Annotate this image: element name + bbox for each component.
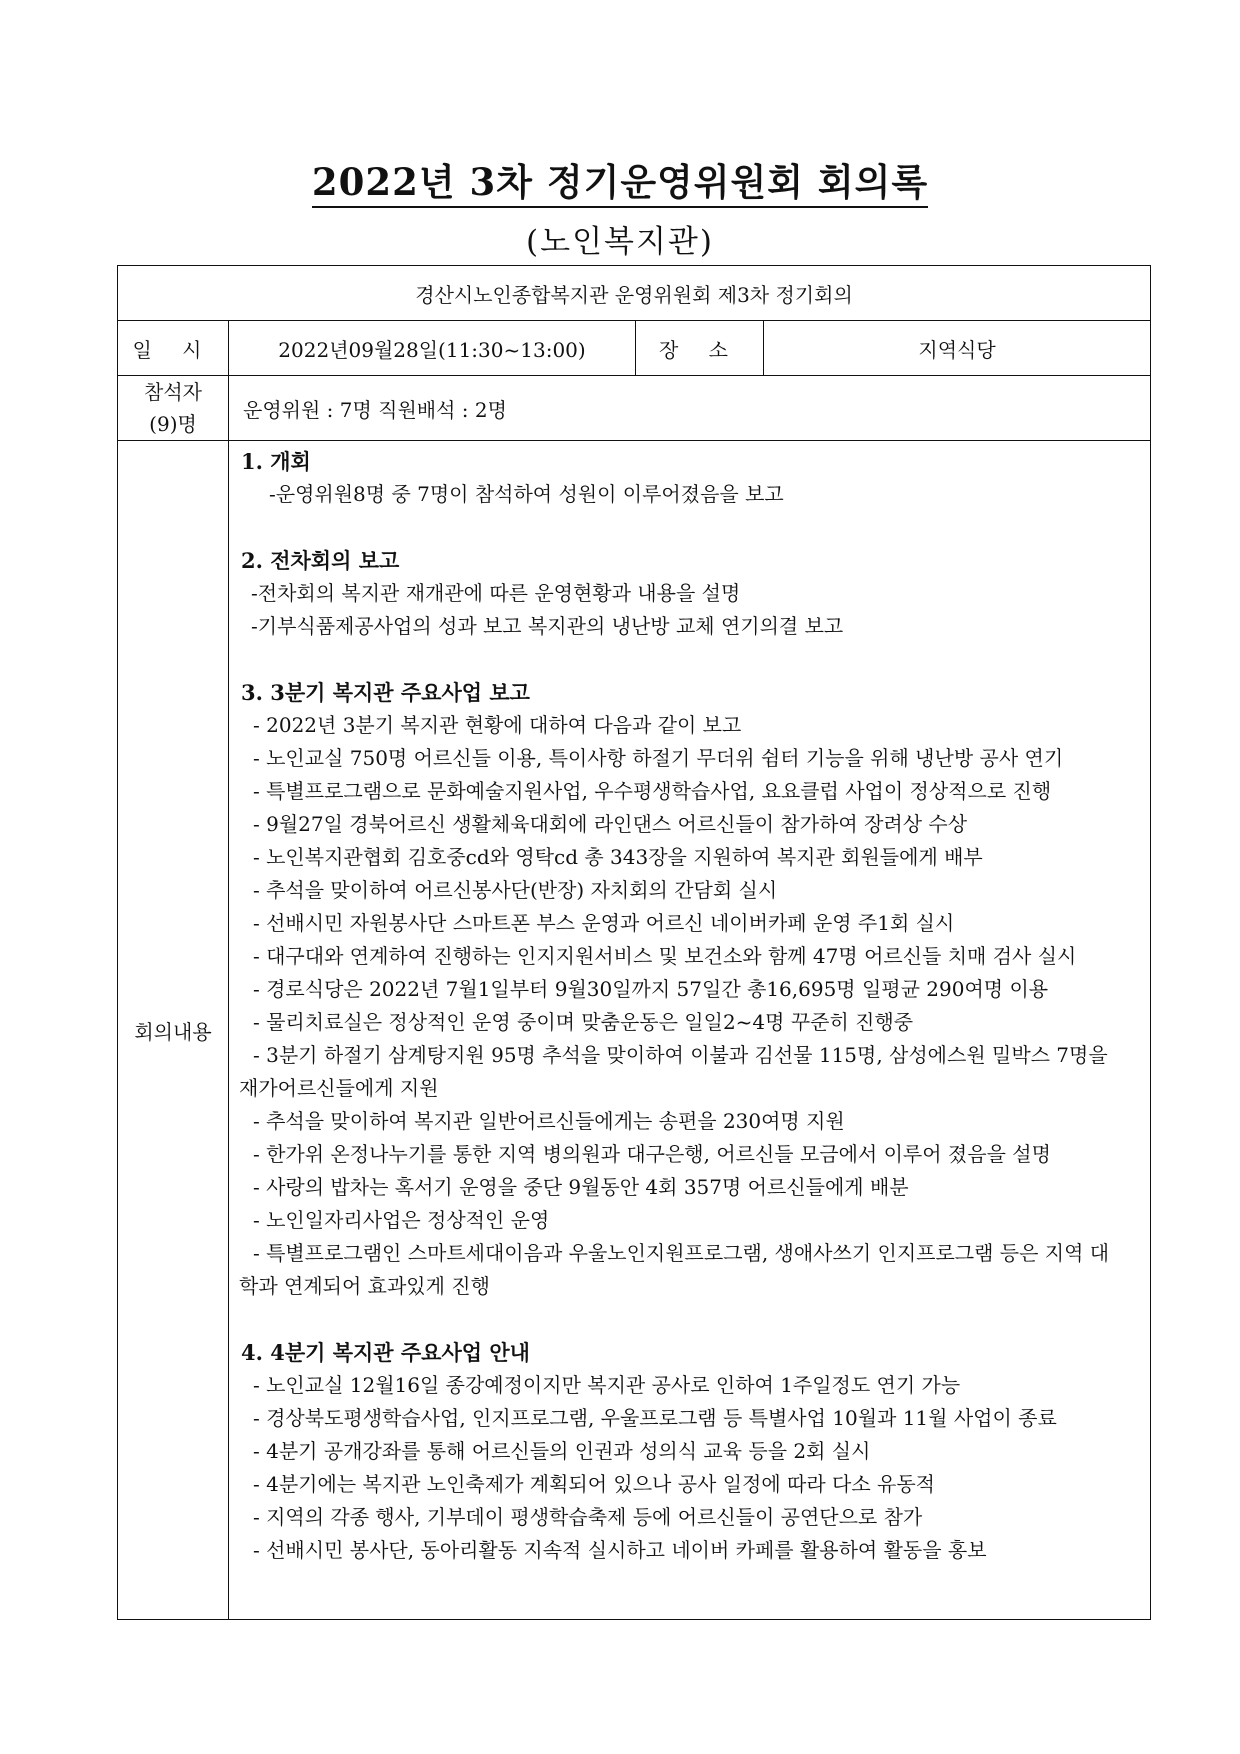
section-3-item: - 물리치료실은 정상적인 운영 중이며 맞춤운동은 일일2~4명 꾸준히 진행중 <box>253 1010 914 1034</box>
section-3-item: - 특별프로그램으로 문화예술지원사업, 우수평생학습사업, 요요클럽 사업이 정상적으로 진행 <box>253 779 1052 803</box>
section-3-item: - 노인일자리사업은 정상적인 운영 <box>253 1208 550 1232</box>
date-value: 2022년09월28일(11:30~13:00) <box>229 321 636 376</box>
section-3-item: - 경로식당은 2022년 7월1일부터 9월30일까지 57일간 총16,695명 일평균 290여명 이용 <box>253 977 1049 1001</box>
section-4-item: - 노인교실 12월16일 종강예정이지만 복지관 공사로 인하여 1주일정도 연기 가능 <box>253 1373 961 1397</box>
attendees-label-line2: (9)명 <box>149 412 197 436</box>
section-3-item: - 9월27일 경북어르신 생활체육대회에 라인댄스 어르신들이 참가하여 장려상 수상 <box>253 812 968 836</box>
section-3-heading: 3. 3분기 복지관 주요사업 보고 <box>241 680 530 705</box>
section-3-item-wrap-start: - 특별프로그램인 스마트세대이음과 우울노인지원프로그램, 생애사쓰기 인지프로그램 등은 지역 대 <box>253 1241 1110 1265</box>
section-3-item: - 노인복지관협회 김호중cd와 영탁cd 총 343장을 지원하여 복지관 회원들에게 배부 <box>253 845 983 869</box>
section-4-item: - 4분기 공개강좌를 통해 어르신들의 인권과 성의식 교육 등을 2회 실시 <box>253 1439 871 1463</box>
meeting-content <box>229 441 1151 1620</box>
section-3-item: - 추석을 맞이하여 복지관 일반어르신들에게는 송편을 230여명 지원 <box>253 1109 845 1133</box>
section-3-item: - 2022년 3분기 복지관 현황에 대하여 다음과 같이 보고 <box>253 713 742 737</box>
section-2-heading: 2. 전차회의 보고 <box>241 548 400 573</box>
section-2-item: -전차회의 복지관 재개관에 따른 운영현황과 내용을 설명 <box>251 581 741 605</box>
section-3-item-wrap-end: 학과 연계되어 효과있게 진행 <box>239 1274 490 1298</box>
section-3-item: - 한가위 온정나누기를 통한 지역 병의원과 대구은행, 어르신들 모금에서 이루어 졌음을 설명 <box>253 1142 1051 1166</box>
minutes-table <box>117 265 1151 1620</box>
section-4-item: - 지역의 각종 행사, 기부데이 평생학습축제 등에 어르신들이 공연단으로 참가 <box>253 1505 923 1529</box>
section-4-item: - 4분기에는 복지관 노인축제가 계획되어 있으나 공사 일정에 따라 다소 유동적 <box>253 1472 935 1496</box>
section-4-item: - 경상북도평생학습사업, 인지프로그램, 우울프로그램 등 특별사업 10월과 11월 사업이 종료 <box>253 1406 1057 1430</box>
section-3-item-wrap-start: - 3분기 하절기 삼계탕지원 95명 추석을 맞이하여 이불과 김선물 115명, 삼성에스원 밀박스 7명을 <box>253 1043 1108 1067</box>
section-3-item: - 선배시민 자원봉사단 스마트폰 부스 운영과 어르신 네이버카페 운영 주1회 실시 <box>253 911 955 935</box>
date-label: 일 시 <box>118 321 229 376</box>
meeting-header: 경산시노인종합복지관 운영위원회 제3차 정기회의 <box>118 266 1151 321</box>
place-label: 장 소 <box>636 321 764 376</box>
section-4-heading: 4. 4분기 복지관 주요사업 안내 <box>241 1340 530 1365</box>
section-2-item: -기부식품제공사업의 성과 보고 복지관의 냉난방 교체 연기의결 보고 <box>251 614 844 638</box>
section-4-item: - 선배시민 봉사단, 동아리활동 지속적 실시하고 네이버 카페를 활용하여 활동을 홍보 <box>253 1538 987 1562</box>
section-3-item: - 대구대와 연계하여 진행하는 인지지원서비스 및 보건소와 함께 47명 어르신들 치매 검사 실시 <box>253 944 1077 968</box>
attendees-value: 운영위원 : 7명 직원배석 : 2명 <box>229 376 1151 441</box>
content-label: 회의내용 <box>118 441 229 1620</box>
attendees-label <box>118 376 229 441</box>
section-1-item: -운영위원8명 중 7명이 참석하여 성원이 이루어졌음을 보고 <box>269 482 784 506</box>
document-title: 2022년 3차 정기운영위원회 회의록 <box>0 152 1240 206</box>
section-3-item-wrap-end: 재가어르신들에게 지원 <box>239 1076 439 1100</box>
section-3-item: - 추석을 맞이하여 어르신봉사단(반장) 자치회의 간담회 실시 <box>253 878 778 902</box>
place-value: 지역식당 <box>764 321 1151 376</box>
attendees-label-line1: 참석자 <box>144 380 202 404</box>
section-3-item: - 노인교실 750명 어르신들 이용, 특이사항 하절기 무더위 쉼터 기능을 위해 냉난방 공사 연기 <box>253 746 1064 770</box>
section-3-item: - 사랑의 밥차는 혹서기 운영을 중단 9월동안 4회 357명 어르신들에게 배분 <box>253 1175 909 1199</box>
document-subtitle: (노인복지관) <box>526 224 714 260</box>
section-1-heading: 1. 개회 <box>241 449 311 474</box>
